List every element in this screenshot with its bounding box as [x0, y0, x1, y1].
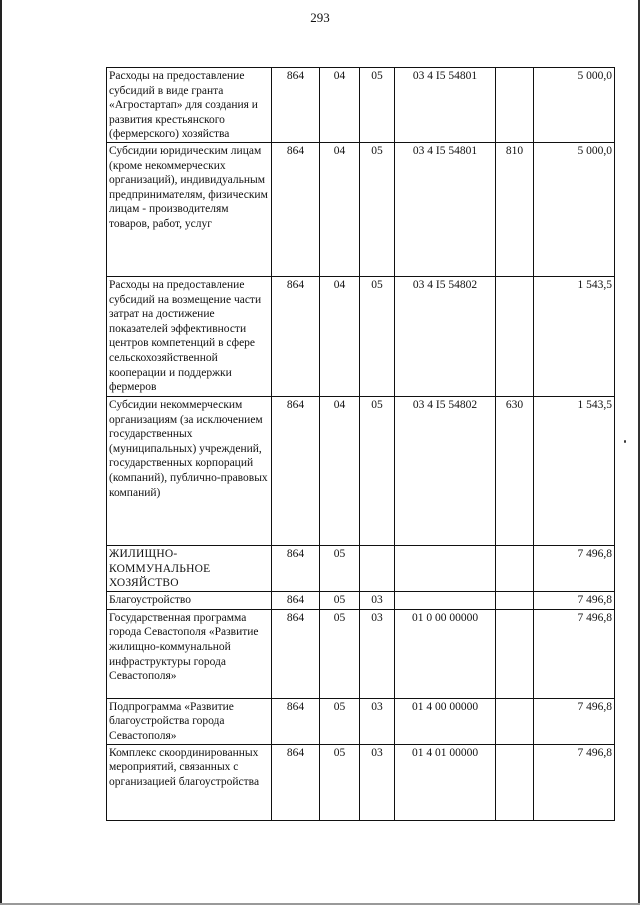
row-name: Расходы на предоставление субсидий в виде гранта «Агростартап» для создания и развития крестьянского (фермерского) хозяйства: [107, 68, 272, 143]
row-name: Государственная программа города Севастополя «Развитие жилищно-коммунальной инфраструктуры города Севастополя»: [107, 609, 272, 698]
ministry-code: 864: [272, 396, 320, 545]
target-article: 03 4 I5 54801: [395, 142, 496, 276]
table-row: [107, 591, 615, 609]
target-article: 01 4 00 00000: [395, 698, 496, 744]
target-article: [395, 591, 496, 609]
expense-type: [496, 545, 534, 591]
table-row: [107, 142, 615, 276]
section-code: 04: [320, 396, 360, 545]
subsection-code: 03: [360, 698, 395, 744]
table-row: [107, 276, 615, 396]
subsection-code: 03: [360, 744, 395, 820]
amount: 7 496,8: [534, 609, 615, 698]
expense-type: [496, 276, 534, 396]
ministry-code: 864: [272, 545, 320, 591]
subsection-code: 03: [360, 609, 395, 698]
section-code: 04: [320, 68, 360, 143]
section-code: 05: [320, 698, 360, 744]
ministry-code: 864: [272, 68, 320, 143]
budget-table: [106, 67, 615, 821]
row-name: Субсидии некоммерческим организациям (за исключением государственных (муниципальных) учреждений, государственных корпораций (компаний), публично-правовых компаний): [107, 396, 272, 545]
ministry-code: 864: [272, 609, 320, 698]
amount: 1 543,5: [534, 276, 615, 396]
target-article: 03 4 I5 54801: [395, 68, 496, 143]
target-article: 03 4 I5 54802: [395, 396, 496, 545]
amount: 7 496,8: [534, 744, 615, 820]
expense-type: [496, 591, 534, 609]
subsection-code: 05: [360, 142, 395, 276]
section-code: 05: [320, 744, 360, 820]
amount: 7 496,8: [534, 698, 615, 744]
table-row: [107, 396, 615, 545]
scan-edge-left: [0, 0, 2, 905]
ministry-code: 864: [272, 591, 320, 609]
target-article: 01 4 01 00000: [395, 744, 496, 820]
ministry-code: 864: [272, 744, 320, 820]
subsection-code: 05: [360, 396, 395, 545]
subsection-code: [360, 545, 395, 591]
section-code: 05: [320, 545, 360, 591]
subsection-code: 05: [360, 276, 395, 396]
row-name: Благоустройство: [107, 591, 272, 609]
target-article: [395, 545, 496, 591]
section-code: 04: [320, 142, 360, 276]
expense-type: [496, 609, 534, 698]
expense-type: [496, 698, 534, 744]
table-row: [107, 609, 615, 698]
page-number: 293: [310, 10, 330, 25]
amount: 7 496,8: [534, 591, 615, 609]
row-name: Субсидии юридическим лицам (кроме некоммерческих организаций), индивидуальным предпринимателям, физическим лицам - производителям товаров, работ, услуг: [107, 142, 272, 276]
table-row: [107, 744, 615, 820]
expense-type: [496, 744, 534, 820]
ministry-code: 864: [272, 142, 320, 276]
row-name: Подпрограмма «Развитие благоустройства города Севастополя»: [107, 698, 272, 744]
amount: 5 000,0: [534, 68, 615, 143]
table-row: [107, 68, 615, 143]
row-name: Расходы на предоставление субсидий на возмещение части затрат на достижение показателей эффективности центров компетенций в сфере сельскохозяйственной кооперации и поддержки фермеров: [107, 276, 272, 396]
subsection-code: 03: [360, 591, 395, 609]
target-article: 01 0 00 00000: [395, 609, 496, 698]
row-name: Комплекс скоординированных мероприятий, связанных с организацией благоустройства: [107, 744, 272, 820]
amount: 7 496,8: [534, 545, 615, 591]
expense-type: [496, 68, 534, 143]
section-code: 04: [320, 276, 360, 396]
table-row: [107, 698, 615, 744]
ministry-code: 864: [272, 276, 320, 396]
ministry-code: 864: [272, 698, 320, 744]
expense-type: 630: [496, 396, 534, 545]
section-code: 05: [320, 609, 360, 698]
subsection-code: 05: [360, 68, 395, 143]
row-name: ЖИЛИЩНО-КОММУНАЛЬНОЕ ХОЗЯЙСТВО: [107, 545, 272, 591]
scan-speck: [624, 440, 626, 443]
amount: 1 543,5: [534, 396, 615, 545]
target-article: 03 4 I5 54802: [395, 276, 496, 396]
section-code: 05: [320, 591, 360, 609]
table-row: [107, 545, 615, 591]
amount: 5 000,0: [534, 142, 615, 276]
expense-type: 810: [496, 142, 534, 276]
